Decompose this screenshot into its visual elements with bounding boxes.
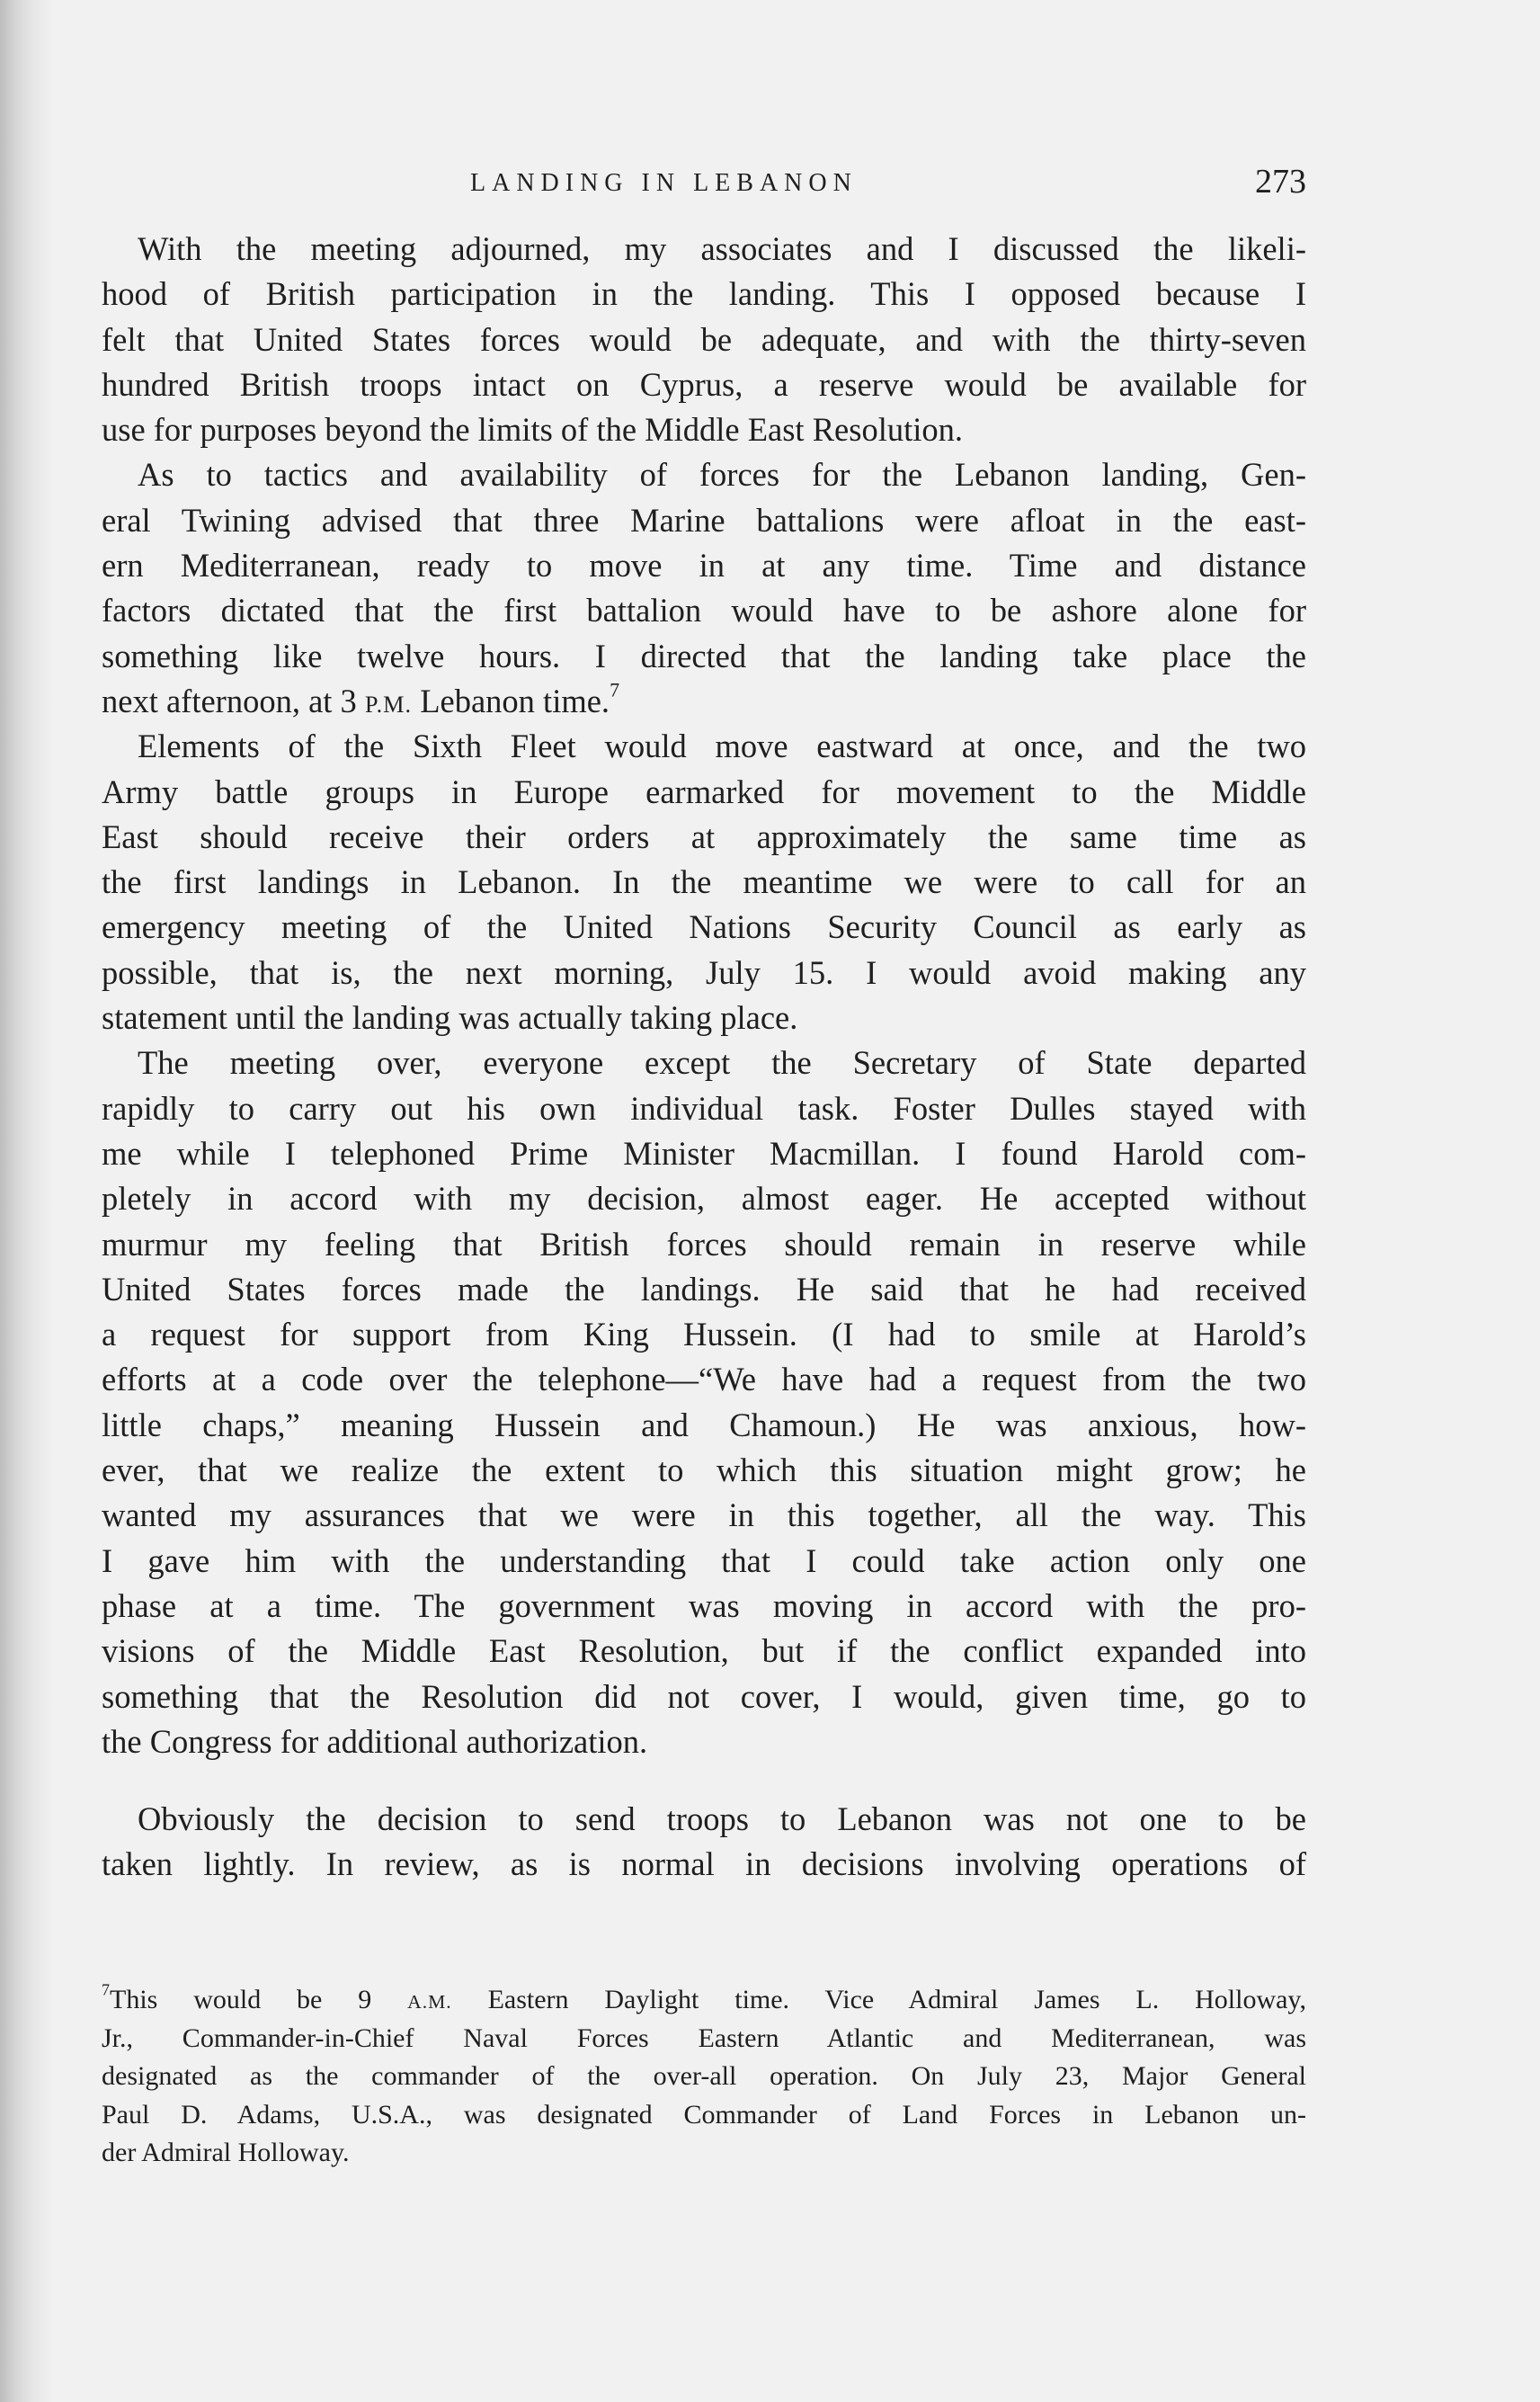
- paragraph: [102, 1797, 1306, 1888]
- text-line: Elements of the Sixth Fleet would move eastward at once, and the two: [138, 728, 1306, 765]
- running-head: [102, 162, 1306, 207]
- text-line: a request for support from King Hussein. (I had to smile at Harold’s: [102, 1316, 1306, 1353]
- text-line: wanted my assurances that we were in this together, all the way. This: [102, 1496, 1306, 1534]
- text-line: hood of British participation in the landing. This I opposed because I: [102, 275, 1306, 313]
- text-run: This would be 9: [110, 1985, 408, 2014]
- text-line: pletely in accord with my decision, almost eager. He accepted without: [102, 1180, 1306, 1218]
- text-line: visions of the Middle East Resolution, but if the conflict expanded into: [102, 1632, 1306, 1670]
- text-line: I gave him with the understanding that I could take action only one: [102, 1541, 1306, 1579]
- text-line: With the meeting adjourned, my associates and I discussed the likeli-: [138, 230, 1306, 267]
- text-line: possible, that is, the next morning, July 15. I would avoid making any: [102, 953, 1306, 991]
- footnote-number: 7: [102, 1980, 110, 1999]
- footnote-line: [102, 1981, 1306, 2020]
- binding-gutter-shadow: [0, 0, 54, 2402]
- smallcaps-time: A.M.: [407, 1991, 452, 2013]
- text-line: statement until the landing was actually taking place.: [102, 999, 798, 1037]
- section-break: [102, 1764, 1306, 1797]
- text-line: efforts at a code over the telephone—“We have had a request from the two: [102, 1361, 1306, 1398]
- text-line: murmur my feeling that British forces should remain in reserve while: [102, 1225, 1306, 1263]
- text-line: phase at a time. The government was moving in accord with the pro-: [102, 1586, 1306, 1624]
- text-line: use for purposes beyond the limits of the Middle East Resolution.: [102, 411, 964, 449]
- text-line: the Congress for additional authorization.: [102, 1722, 648, 1760]
- text-line: something that the Resolution did not cover, I would, given time, go to: [102, 1677, 1306, 1715]
- text-line: factors dictated that the first battalion would have to be ashore alone for: [102, 592, 1306, 630]
- footnote-line: der Admiral Holloway.: [102, 2138, 350, 2168]
- paragraph: [102, 227, 1306, 452]
- text-line: The meeting over, everyone except the Secretary of State departed: [138, 1044, 1306, 1082]
- text-line: East should receive their orders at approximately the same time as: [102, 817, 1306, 855]
- text-line: ever, that we realize the extent to which this situation might grow; he: [102, 1451, 1306, 1489]
- text-line: taken lightly. In review, as is normal in decisions involving operations of: [102, 1845, 1306, 1883]
- paragraph: [102, 452, 1306, 724]
- text-line: emergency meeting of the United Nations Security Council as early as: [102, 908, 1306, 946]
- text-line: hundred British troops intact on Cyprus, a reserve would be available for: [102, 365, 1306, 403]
- text-line: me while I telephoned Prime Minister Macmillan. I found Harold com-: [102, 1134, 1306, 1172]
- footnote-line: Paul D. Adams, U.S.A., was designated Commander of Land Forces in Lebanon un-: [102, 2099, 1306, 2130]
- text-line: ern Mediterranean, ready to move in at any time. Time and distance: [102, 547, 1306, 585]
- paragraph: [102, 724, 1306, 1040]
- text-run: Eastern Daylight time. Vice Admiral James L. Holloway,: [451, 1985, 1306, 2014]
- text-line: something like twelve hours. I directed that the landing take place the: [102, 637, 1306, 674]
- text-line: Obviously the decision to send troops to Lebanon was not one to be: [138, 1800, 1306, 1838]
- text-line: United States forces made the landings. He said that he had received: [102, 1270, 1306, 1308]
- text-line: Army battle groups in Europe earmarked for movement to the Middle: [102, 772, 1306, 810]
- body-text: [102, 227, 1306, 1888]
- text-line: [102, 679, 1306, 724]
- text-line: little chaps,” meaning Hussein and Chamoun.) He was anxious, how-: [102, 1406, 1306, 1443]
- footnote-line: Jr., Commander-in-Chief Naval Forces Eastern Atlantic and Mediterranean, was: [102, 2023, 1306, 2053]
- footnote-ref[interactable]: 7: [610, 678, 620, 701]
- text-line: felt that United States forces would be adequate, and with the thirty-seven: [102, 320, 1306, 358]
- text-line: the first landings in Lebanon. In the meantime we were to call for an: [102, 863, 1306, 901]
- footnote-line: designated as the commander of the over-all operation. On July 23, Major General: [102, 2061, 1306, 2092]
- running-title: LANDING IN LEBANON: [470, 169, 858, 197]
- smallcaps-time: P.M.: [364, 691, 413, 718]
- text-line: eral Twining advised that three Marine battalions were afloat in the east-: [102, 501, 1306, 539]
- page-number: 273: [1255, 163, 1306, 201]
- text-line: As to tactics and availability of forces for the Lebanon landing, Gen-: [138, 456, 1306, 494]
- paragraph: [102, 1040, 1306, 1764]
- text-run: next afternoon, at 3: [102, 682, 365, 719]
- text-run: Lebanon time.: [412, 682, 610, 719]
- text-line: rapidly to carry out his own individual task. Foster Dulles stayed with: [102, 1089, 1306, 1127]
- footnote: [102, 1981, 1306, 2173]
